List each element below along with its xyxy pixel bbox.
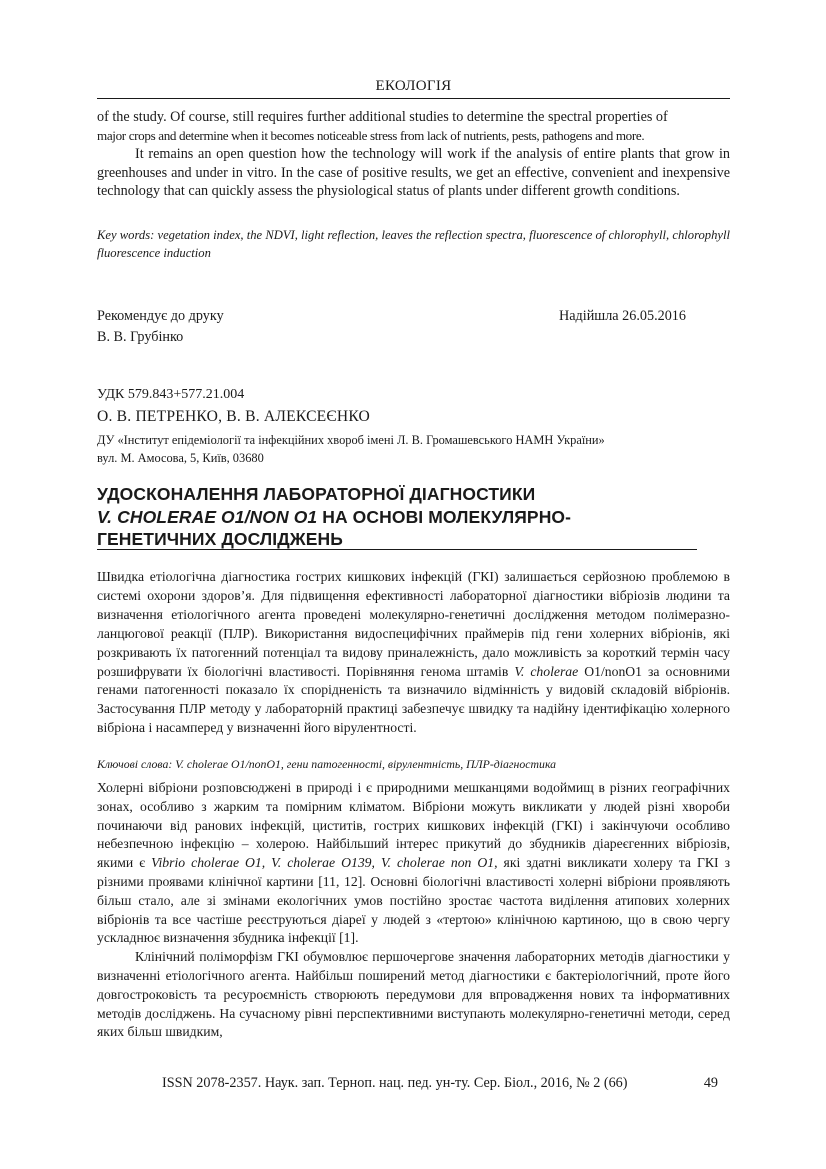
title-line-3: ГЕНЕТИЧНИХ ДОСЛІДЖЕНЬ (97, 529, 343, 549)
recommendation-label: Рекомендує до друку (97, 308, 224, 324)
title-line-2 (97, 506, 730, 529)
keywords (97, 757, 730, 772)
article-title (97, 483, 730, 551)
body-p1-species: Vibrio cholerae O1, V. cholerae O139, V. cholerae non O1 (151, 855, 495, 871)
body-paragraph-1 (97, 779, 730, 948)
udk-text: УДК 579.843+577.21.004 (97, 387, 245, 402)
page-number: 49 (703, 1075, 718, 1091)
article-body (97, 779, 730, 1042)
abstract (97, 568, 730, 738)
running-header: ЕКОЛОГІЯ (375, 78, 452, 94)
recommender-name: В. В. Грубінко (97, 329, 184, 345)
prev-keywords-text: Key words: vegetation index, the NDVI, light reflection, leaves the reflection spectra, fluorescence of chlorophyll, chlorophyll fluorescence induction (97, 228, 730, 260)
body-p1-part-1: Холерні вібріони розповсюджені в природі і є природними мешканцями водоймищ в різних географічних зонах, особливо з жарким та помірним кліматом. Вібріони можуть викликати у людей різні хвороби починаючи від ранових інфекцій, циститів, гострих кишкових інфекцій (ГКІ) і закінчуючи особливо небезпечною інфекцію – холерою. Найбільший інтерес прикутий до збудників діареєгенних вібріозів, якими є (97, 780, 730, 871)
authors (97, 408, 730, 426)
prev-keywords (97, 226, 730, 262)
prev-paragraph-2: It remains an open question how the technology will work if the analysis of entire plants that grow in greenhouses and under in vitro. In the case of positive results, we get an effective, convenient and inexpensive technology that can quickly assess the physiological status of plants under different growth conditions. (97, 146, 730, 200)
header-rule (97, 98, 730, 99)
abstract-species: V. cholerae (514, 663, 579, 679)
udk-code (97, 387, 730, 403)
title-species: V. CHOLERAE O1/NON O1 (97, 506, 318, 527)
prev-article-conclusion (97, 108, 730, 201)
authors-text: О. В. ПЕТРЕНКО, В. В. АЛЕКСЕЄНКО (97, 408, 371, 425)
body-p1-part-2: , які здатні викликати холеру та ГКІ з різними проявами клінічної картини [11, 12]. Основні біологічні властивості холерні вібріони проявляють більш стало, але зі змінами екологічних умов постійно зростає частота виділення атипових холерних вібріонів та все частіше реєструються діареї у людей з «тертою» клінічною картиною, що в свою чергу ускладнює визначення збудника інфекції [1]. (97, 855, 730, 946)
keywords-text: Ключові слова: V. cholerae O1/nonO1, гени патогенності, вірулентність, ПЛР-діагностика (97, 757, 557, 771)
received-date: Надійшла 26.05.2016 (559, 308, 686, 324)
affiliation-block (97, 431, 730, 467)
abstract-part-2: О1/nonO1 за основними генами патогенності показало їх спорідненість та визначило відмінність у видовій складовій вібріонів. Застосування ПЛР методу у лабораторній практиці забезпечує швидку та надійну ідентифікацію холерного вібріона і насамперед у визначенні його вірулентності. (97, 663, 731, 736)
address: вул. М. Амосова, 5, Київ, 03680 (97, 451, 264, 465)
prev-paragraph-1-line-1: of the study. Of course, still requires further additional studies to determine the spectral properties of (97, 109, 668, 125)
title-line-2-rest: НА ОСНОВІ МОЛЕКУЛЯРНО- (317, 506, 572, 527)
body-paragraph-2: Клінічний поліморфізм ГКІ обумовлює першочергове значення лабораторних методів діагностики у визначенні етіологічного агента. Найбільш поширений метод діагностики є бактеріологічний, проте його довгостроковість та ресуроємність створюють передумови для впровадження нових та інформативних методів досліджень. На сучасному рівні перспективними виступають молекулярно-генетичні методи, серед яких більш швидким, (97, 949, 730, 1040)
abstract-part-1: Швидка етіологічна діагностика гострих кишкових інфекцій (ГКІ) залишається серйозною проблемою в системі охорони здоров’я. Для підвищення ефективності лабораторної діагностики вібріозів людини та визначення етіологічного агента проведені молекулярно-генетичні дослідження методом полімеразно-ланцюгової реакції (ПЛР). Використання видоспецифічних праймерів під гени холерних вібріонів, які розкривають їх патогенний потенціал та видову приналежність, дало можливість за короткий термін часу розшифрувати їх біологічні властивості. Порівняння генома штамів (97, 569, 730, 679)
title-line-1: УДОСКОНАЛЕННЯ ЛАБОРАТОРНОЇ ДІАГНОСТИКИ (97, 484, 536, 504)
footer-citation: ISSN 2078-2357. Наук. зап. Терноп. нац. пед. ун-ту. Сер. Біол., 2016, № 2 (66) (162, 1075, 628, 1091)
prev-paragraph-1-line-2: major crops and determine when it becomes noticeable stress from lack of nutrients, pests, pathogens and more. (97, 127, 645, 143)
affiliation: ДУ «Інститут епідеміології та інфекційних хвороб імені Л. В. Громашевського НАМН України» (97, 433, 605, 447)
title-rule (97, 549, 697, 550)
abstract-text (97, 568, 730, 738)
recommendation-block (97, 306, 730, 350)
